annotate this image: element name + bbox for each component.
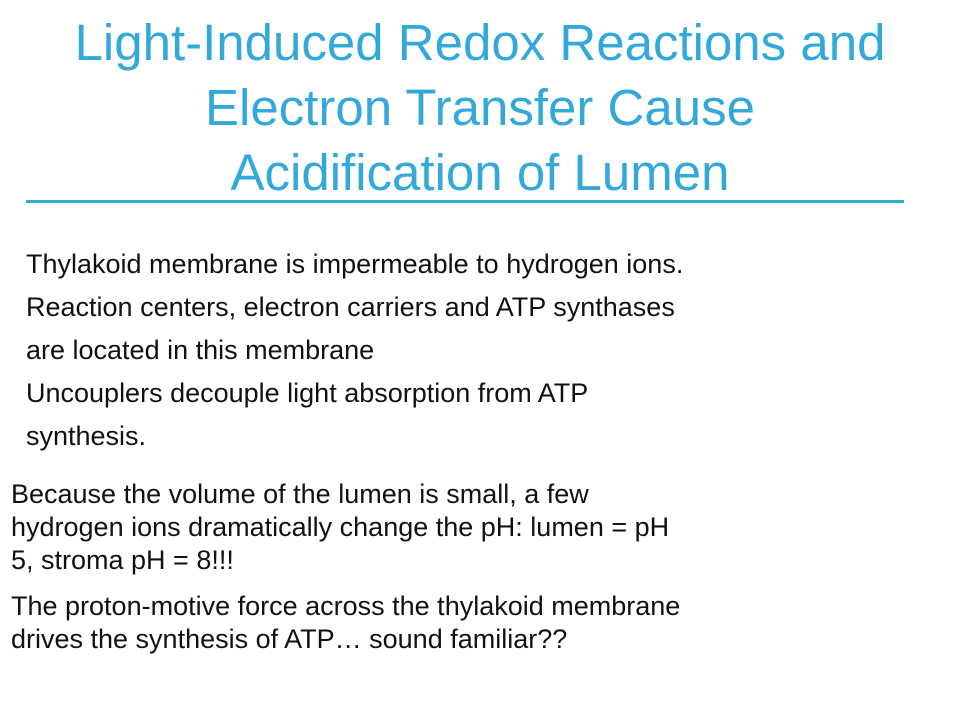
title-underline-rule bbox=[26, 200, 904, 203]
slide-title-line-2: Electron Transfer Cause bbox=[205, 79, 755, 136]
upper-text-line-4: Uncouplers decouple light absorption from ATP bbox=[26, 378, 589, 408]
lower-paragraph-1-line-3: 5, stroma pH = 8!!! bbox=[11, 545, 234, 575]
lower-paragraph-1-line-1: Because the volume of the lumen is small, a few bbox=[11, 479, 589, 509]
slide-title bbox=[0, 10, 960, 205]
lower-paragraph-2-line-1: The proton-motive force across the thylakoid membrane bbox=[11, 591, 681, 621]
slide-title-line-3: Acidification of Lumen bbox=[230, 144, 730, 201]
upper-text-block bbox=[26, 243, 683, 458]
lower-paragraph-2-line-2: drives the synthesis of ATP… sound familiar?? bbox=[11, 624, 568, 654]
lower-paragraph-1-line-2: hydrogen ions dramatically change the pH: lumen = pH bbox=[11, 512, 670, 542]
upper-text-line-5: synthesis. bbox=[26, 421, 147, 451]
upper-text-line-3: are located in this membrane bbox=[26, 335, 375, 365]
upper-text-line-2: Reaction centers, electron carriers and ATP synthases bbox=[26, 292, 675, 322]
upper-text-line-1: Thylakoid membrane is impermeable to hydrogen ions. bbox=[26, 249, 684, 279]
lower-paragraph-volume bbox=[11, 478, 680, 577]
lower-text-block bbox=[11, 478, 680, 669]
slide-title-line-1: Light-Induced Redox Reactions and bbox=[74, 14, 886, 71]
lower-paragraph-proton-motive bbox=[11, 590, 680, 656]
